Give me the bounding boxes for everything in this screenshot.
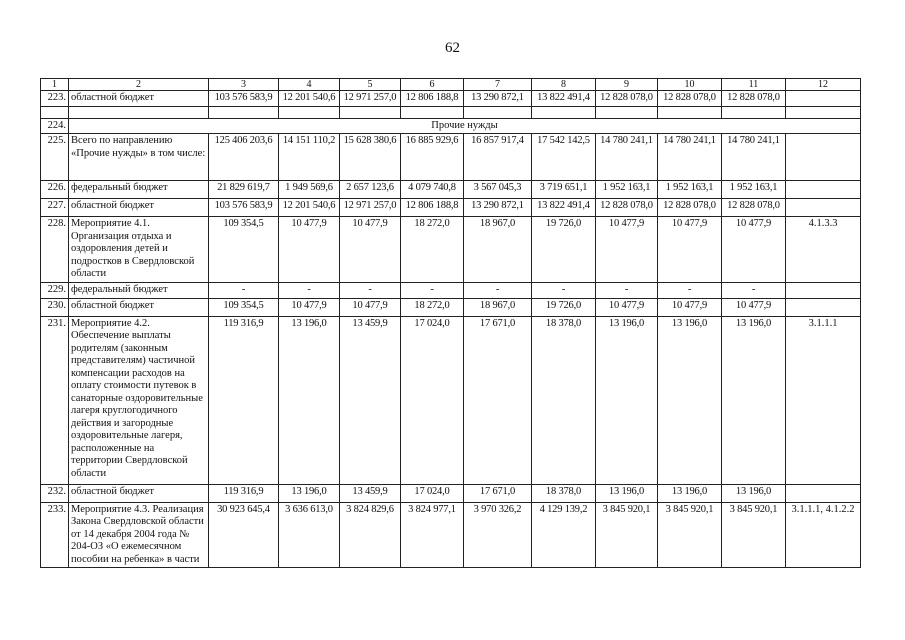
value-cell: 119 316,9 — [209, 316, 279, 484]
target-code: 3.1.1.1 — [786, 316, 861, 484]
target-code — [786, 298, 861, 316]
header-cell: 7 — [464, 79, 532, 91]
row-number: 229. — [41, 283, 69, 299]
value-cell: 18 272,0 — [401, 298, 464, 316]
target-code — [786, 484, 861, 502]
value-cell: 4 129 139,2 — [532, 502, 596, 568]
row-name: федеральный бюджет — [69, 283, 209, 299]
row-number: 223. — [41, 91, 69, 107]
value-cell: - — [596, 283, 658, 299]
empty-cell — [722, 106, 786, 118]
empty-cell — [401, 106, 464, 118]
target-code — [786, 134, 861, 181]
value-cell: 10 477,9 — [658, 217, 722, 283]
header-cell: 8 — [532, 79, 596, 91]
value-cell: 12 828 078,0 — [658, 199, 722, 217]
value-cell: 13 459,9 — [340, 316, 401, 484]
row-name: областной бюджет — [69, 484, 209, 502]
value-cell: - — [532, 283, 596, 299]
empty-cell — [209, 106, 279, 118]
row-number: 226. — [41, 181, 69, 199]
value-cell: 12 201 540,6 — [279, 199, 340, 217]
value-cell: 12 806 188,8 — [401, 91, 464, 107]
row-number: 233. — [41, 502, 69, 568]
value-cell: 14 151 110,2 — [279, 134, 340, 181]
value-cell: 13 196,0 — [596, 316, 658, 484]
table-row — [41, 316, 861, 484]
row-name: Всего по направлению «Прочие нужды» в том числе: — [69, 134, 209, 181]
value-cell: 16 885 929,6 — [401, 134, 464, 181]
value-cell: 10 477,9 — [596, 298, 658, 316]
value-cell: 10 477,9 — [658, 298, 722, 316]
empty-cell — [532, 106, 596, 118]
header-cell: 11 — [722, 79, 786, 91]
row-number: 231. — [41, 316, 69, 484]
empty-cell — [69, 106, 209, 118]
value-cell: 18 967,0 — [464, 298, 532, 316]
value-cell: 3 845 920,1 — [658, 502, 722, 568]
target-code — [786, 91, 861, 107]
table-row — [41, 298, 861, 316]
value-cell: 12 828 078,0 — [722, 91, 786, 107]
table-row — [41, 91, 861, 107]
value-cell: 17 024,0 — [401, 484, 464, 502]
value-cell: 10 477,9 — [722, 298, 786, 316]
value-cell: 13 822 491,4 — [532, 199, 596, 217]
spacer-row — [41, 106, 861, 118]
value-cell: 3 824 977,1 — [401, 502, 464, 568]
target-code — [786, 199, 861, 217]
value-cell: - — [209, 283, 279, 299]
row-number: 225. — [41, 134, 69, 181]
value-cell: 15 628 380,6 — [340, 134, 401, 181]
value-cell: 1 952 163,1 — [722, 181, 786, 199]
value-cell: 13 196,0 — [722, 316, 786, 484]
value-cell: 17 671,0 — [464, 484, 532, 502]
value-cell: 13 290 872,1 — [464, 199, 532, 217]
section-title: Прочие нужды — [69, 118, 861, 134]
value-cell: 13 290 872,1 — [464, 91, 532, 107]
value-cell: 109 354,5 — [209, 217, 279, 283]
row-number: 228. — [41, 217, 69, 283]
header-cell: 4 — [279, 79, 340, 91]
row-name: областной бюджет — [69, 199, 209, 217]
target-code — [786, 283, 861, 299]
value-cell: 12 971 257,0 — [340, 199, 401, 217]
value-cell: 125 406 203,6 — [209, 134, 279, 181]
value-cell: 12 201 540,6 — [279, 91, 340, 107]
value-cell: 2 657 123,6 — [340, 181, 401, 199]
empty-cell — [596, 106, 658, 118]
row-name: Мероприятие 4.1. Организация отдыха и оздоровления детей и подростков в Свердловской области — [69, 217, 209, 283]
header-cell: 1 — [41, 79, 69, 91]
value-cell: 12 828 078,0 — [658, 91, 722, 107]
row-number: 232. — [41, 484, 69, 502]
value-cell: 13 196,0 — [596, 484, 658, 502]
value-cell: - — [464, 283, 532, 299]
header-cell: 6 — [401, 79, 464, 91]
row-name: Мероприятие 4.3. Реализация Закона Свердловской области от 14 декабря 2004 года № 204-ОЗ «О ежемесячном пособии на ребенка» в части — [69, 502, 209, 568]
row-number: 230. — [41, 298, 69, 316]
row-number: 227. — [41, 199, 69, 217]
value-cell: 13 196,0 — [279, 316, 340, 484]
value-cell: 3 845 920,1 — [722, 502, 786, 568]
value-cell: 13 196,0 — [658, 484, 722, 502]
value-cell: 4 079 740,8 — [401, 181, 464, 199]
value-cell: 13 196,0 — [658, 316, 722, 484]
value-cell: 3 845 920,1 — [596, 502, 658, 568]
value-cell: 3 567 045,3 — [464, 181, 532, 199]
value-cell: 13 822 491,4 — [532, 91, 596, 107]
row-name: Мероприятие 4.2. Обеспечение выплаты родителям (законным представителям) частичной компенсации расходов на оплату стоимости путевок в санаторные оздоровительные лагеря круглогодичного действия и загородные оздоровительные лагеря, расположенные на территории Свердловской области — [69, 316, 209, 484]
header-cell: 5 — [340, 79, 401, 91]
value-cell: - — [658, 283, 722, 299]
value-cell: 10 477,9 — [340, 217, 401, 283]
value-cell: 17 671,0 — [464, 316, 532, 484]
value-cell: 10 477,9 — [279, 298, 340, 316]
header-cell: 9 — [596, 79, 658, 91]
value-cell: 19 726,0 — [532, 298, 596, 316]
value-cell: 17 542 142,5 — [532, 134, 596, 181]
value-cell: 14 780 241,1 — [658, 134, 722, 181]
value-cell: 3 636 613,0 — [279, 502, 340, 568]
header-row — [41, 79, 861, 91]
value-cell: 103 576 583,9 — [209, 91, 279, 107]
header-cell: 12 — [786, 79, 861, 91]
value-cell: 3 824 829,6 — [340, 502, 401, 568]
value-cell: 1 952 163,1 — [596, 181, 658, 199]
value-cell: 3 970 326,2 — [464, 502, 532, 568]
value-cell: 10 477,9 — [340, 298, 401, 316]
header-cell: 10 — [658, 79, 722, 91]
value-cell: - — [722, 283, 786, 299]
value-cell: 12 971 257,0 — [340, 91, 401, 107]
value-cell: 18 967,0 — [464, 217, 532, 283]
value-cell: 109 354,5 — [209, 298, 279, 316]
value-cell: 12 828 078,0 — [596, 91, 658, 107]
budget-table — [40, 78, 861, 568]
value-cell: 12 828 078,0 — [596, 199, 658, 217]
target-code: 4.1.3.3 — [786, 217, 861, 283]
table-row — [41, 484, 861, 502]
value-cell: 10 477,9 — [722, 217, 786, 283]
empty-cell — [41, 106, 69, 118]
table-row — [41, 181, 861, 199]
table-row — [41, 502, 861, 568]
empty-cell — [786, 106, 861, 118]
row-name: федеральный бюджет — [69, 181, 209, 199]
empty-cell — [464, 106, 532, 118]
empty-cell — [279, 106, 340, 118]
empty-cell — [658, 106, 722, 118]
value-cell: 18 378,0 — [532, 316, 596, 484]
table-row — [41, 199, 861, 217]
header-cell: 2 — [69, 79, 209, 91]
value-cell: 12 828 078,0 — [722, 199, 786, 217]
value-cell: - — [340, 283, 401, 299]
empty-cell — [340, 106, 401, 118]
value-cell: 19 726,0 — [532, 217, 596, 283]
value-cell: 14 780 241,1 — [596, 134, 658, 181]
value-cell: 10 477,9 — [279, 217, 340, 283]
value-cell: 13 196,0 — [722, 484, 786, 502]
value-cell: 103 576 583,9 — [209, 199, 279, 217]
value-cell: 10 477,9 — [596, 217, 658, 283]
table-row — [41, 217, 861, 283]
value-cell: 16 857 917,4 — [464, 134, 532, 181]
value-cell: 3 719 651,1 — [532, 181, 596, 199]
page-number: 62 — [445, 40, 460, 56]
value-cell: - — [401, 283, 464, 299]
target-code: 3.1.1.1, 4.1.2.2 — [786, 502, 861, 568]
row-name: областной бюджет — [69, 298, 209, 316]
value-cell: 12 806 188,8 — [401, 199, 464, 217]
value-cell: 1 952 163,1 — [658, 181, 722, 199]
value-cell: 18 378,0 — [532, 484, 596, 502]
row-number: 224. — [41, 118, 69, 134]
table-row — [41, 283, 861, 299]
value-cell: 1 949 569,6 — [279, 181, 340, 199]
value-cell: 30 923 645,4 — [209, 502, 279, 568]
value-cell: 18 272,0 — [401, 217, 464, 283]
value-cell: 13 459,9 — [340, 484, 401, 502]
value-cell: 21 829 619,7 — [209, 181, 279, 199]
target-code — [786, 181, 861, 199]
value-cell: 13 196,0 — [279, 484, 340, 502]
value-cell: - — [279, 283, 340, 299]
row-name: областной бюджет — [69, 91, 209, 107]
header-cell: 3 — [209, 79, 279, 91]
section-row — [41, 118, 861, 134]
value-cell: 17 024,0 — [401, 316, 464, 484]
value-cell: 119 316,9 — [209, 484, 279, 502]
table-row — [41, 134, 861, 181]
value-cell: 14 780 241,1 — [722, 134, 786, 181]
